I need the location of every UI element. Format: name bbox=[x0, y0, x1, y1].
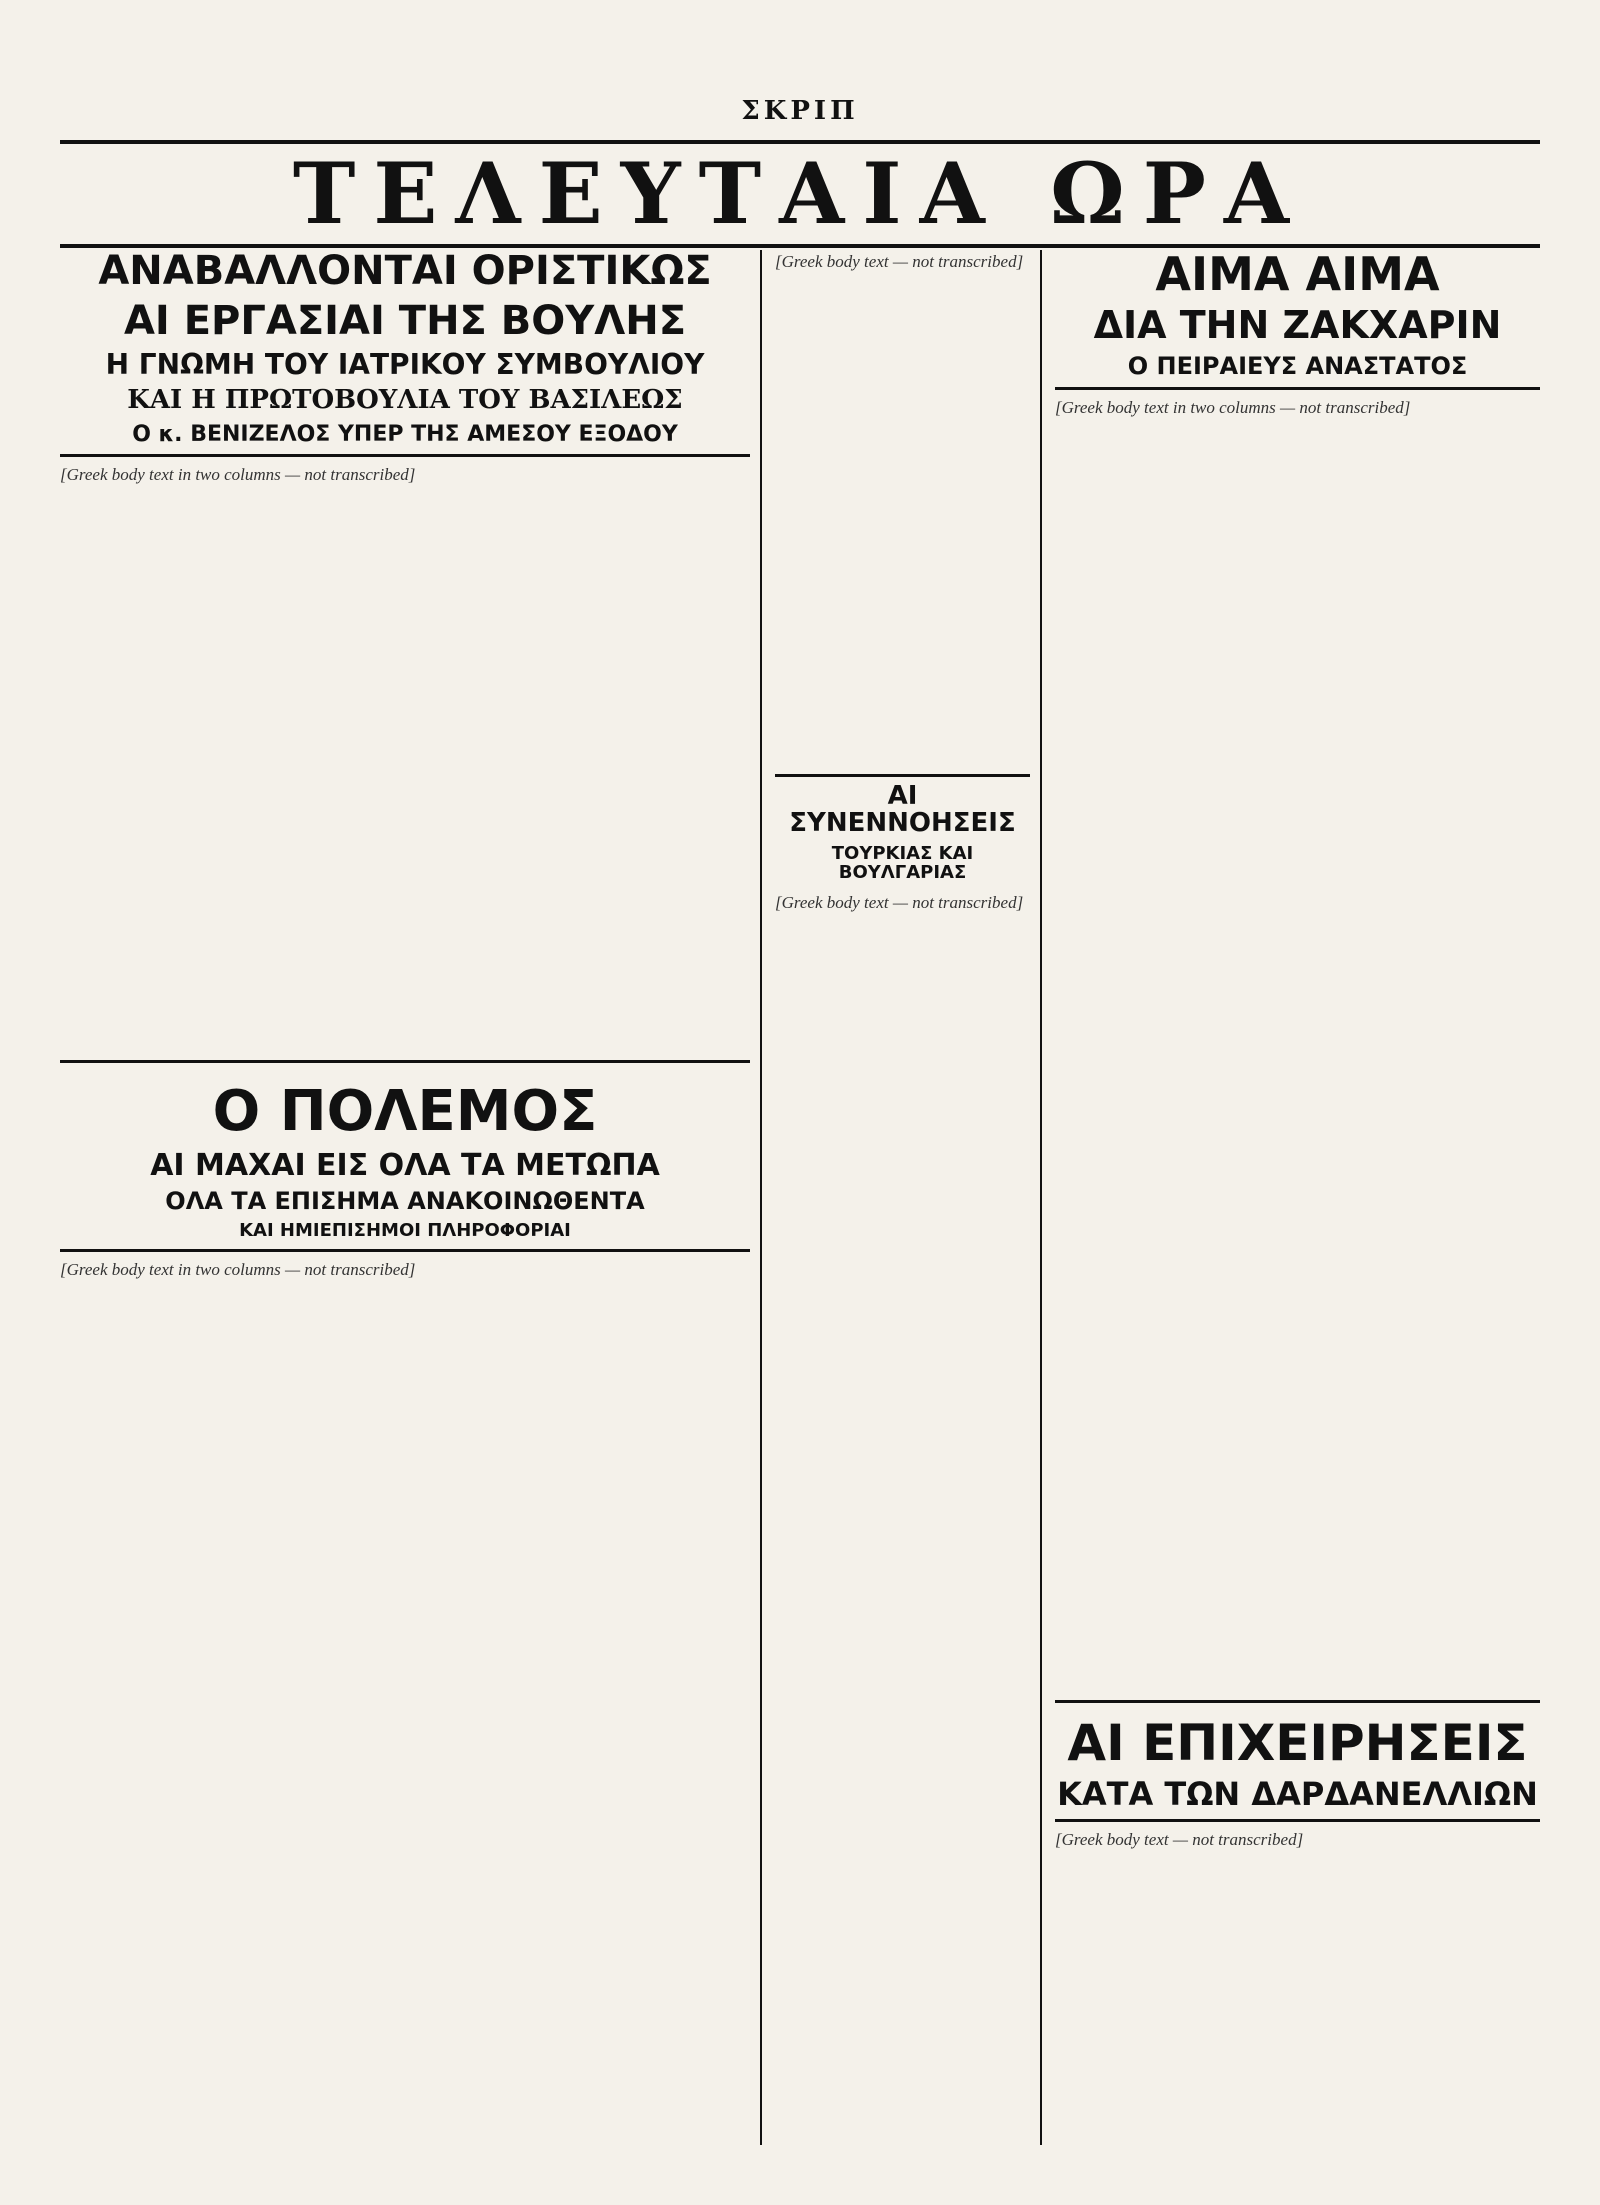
headline-secondary: ΑΙ ΕΡΓΑΣΙΑΙ ΤΗΣ ΒΟΥΛΗΣ bbox=[123, 298, 687, 344]
headline-dardanelles: ΚΑΤΑ ΤΩΝ ΔΑΡΔΑΝΕΛΛΙΩΝ bbox=[1057, 1774, 1538, 1813]
section-divider bbox=[1055, 1819, 1540, 1822]
headline-operations: ΑΙ ΕΠΙΧΕΙΡΗΣΕΙΣ bbox=[1067, 1714, 1528, 1772]
headline-negotiations-sub: ΤΟΥΡΚΙΑΣ ΚΑΙ ΒΟΥΛΓΑΡΙΑΣ bbox=[831, 843, 974, 884]
headline-war-sub2: ΟΛΑ ΤΑ ΕΠΙΣΗΜΑ ΑΝΑΚΟΙΝΩΘΕΝΤΑ bbox=[165, 1187, 645, 1216]
right-top-column bbox=[1055, 250, 1540, 1690]
section-divider bbox=[60, 454, 750, 457]
middle-column bbox=[775, 250, 1030, 2140]
headline-war-sub1: ΑΙ ΜΑΧΑΙ ΕΙΣ ΟΛΑ ΤΑ ΜΕΤΩΠΑ bbox=[150, 1147, 660, 1183]
headline-tertiary: Η ΓΝΩΜΗ ΤΟΥ ΙΑΤΡΙΚΟΥ ΣΥΜΒΟΥΛΙΟΥ bbox=[105, 348, 705, 381]
article-body-note: [Greek body text — not transcribed] bbox=[1055, 1830, 1304, 1850]
article-body-note: [Greek body text — not transcribed] bbox=[775, 893, 1024, 913]
column-divider bbox=[1040, 250, 1042, 2145]
article-body-note: [Greek body text in two columns — not transcribed] bbox=[60, 1260, 416, 1280]
headline-saccharin: ΔΙΑ ΤΗΝ ΖΑΚΧΑΡΙΝ bbox=[1093, 303, 1502, 348]
left-bottom-column bbox=[60, 1060, 750, 2163]
article-body-note: [Greek body text — not transcribed] bbox=[775, 252, 1024, 271]
article-body-note: [Greek body text in two columns — not transcribed] bbox=[1055, 398, 1411, 418]
headline-war: Ο ΠΟΛΕΜΟΣ bbox=[212, 1079, 598, 1144]
right-bottom-column bbox=[1055, 1700, 1540, 2157]
article-body-note: [Greek body text in two columns — not transcribed] bbox=[60, 464, 416, 484]
headline-war-sub3: ΚΑΙ ΗΜΙΕΠΙΣΗΜΟΙ ΠΛΗΡΟΦΟΡΙΑΙ bbox=[239, 1220, 571, 1242]
headline-negotiations: ΑΙ ΣΥΝΕΝΝΟΗΣΕΙΣ bbox=[789, 780, 1016, 839]
headline-subhead: Ο κ. ΒΕΝΙΖΕΛΟΣ ΥΠΕΡ ΤΗΣ ΑΜΕΣΟΥ ΕΞΟΔΟΥ bbox=[132, 421, 678, 447]
section-divider bbox=[60, 1249, 750, 1252]
column-divider bbox=[760, 250, 762, 2145]
section-divider bbox=[1055, 387, 1540, 390]
headline-quaternary: ΚΑΙ Η ΠΡΩΤΟΒΟΥΛΙΑ ΤΟΥ ΒΑΣΙΛΕΩΣ bbox=[127, 385, 683, 416]
masthead: ΣΚΡΙΠ bbox=[741, 96, 859, 126]
headline-blood: ΑΙΜΑ ΑΙΜΑ bbox=[1155, 250, 1440, 301]
left-top-column bbox=[60, 250, 750, 770]
banner-title: ΤΕΛΕΥΤΑΙΑ ΩΡΑ bbox=[60, 140, 1540, 248]
headline-primary: ΑΝΑΒΑΛΛΟΝΤΑΙ ΟΡΙΣΤΙΚΩΣ bbox=[98, 250, 712, 294]
headline-piraeus: Ο ΠΕΙΡΑΙΕΥΣ ΑΝΑΣΤΑΤΟΣ bbox=[1127, 352, 1468, 381]
section-divider bbox=[775, 774, 1030, 777]
